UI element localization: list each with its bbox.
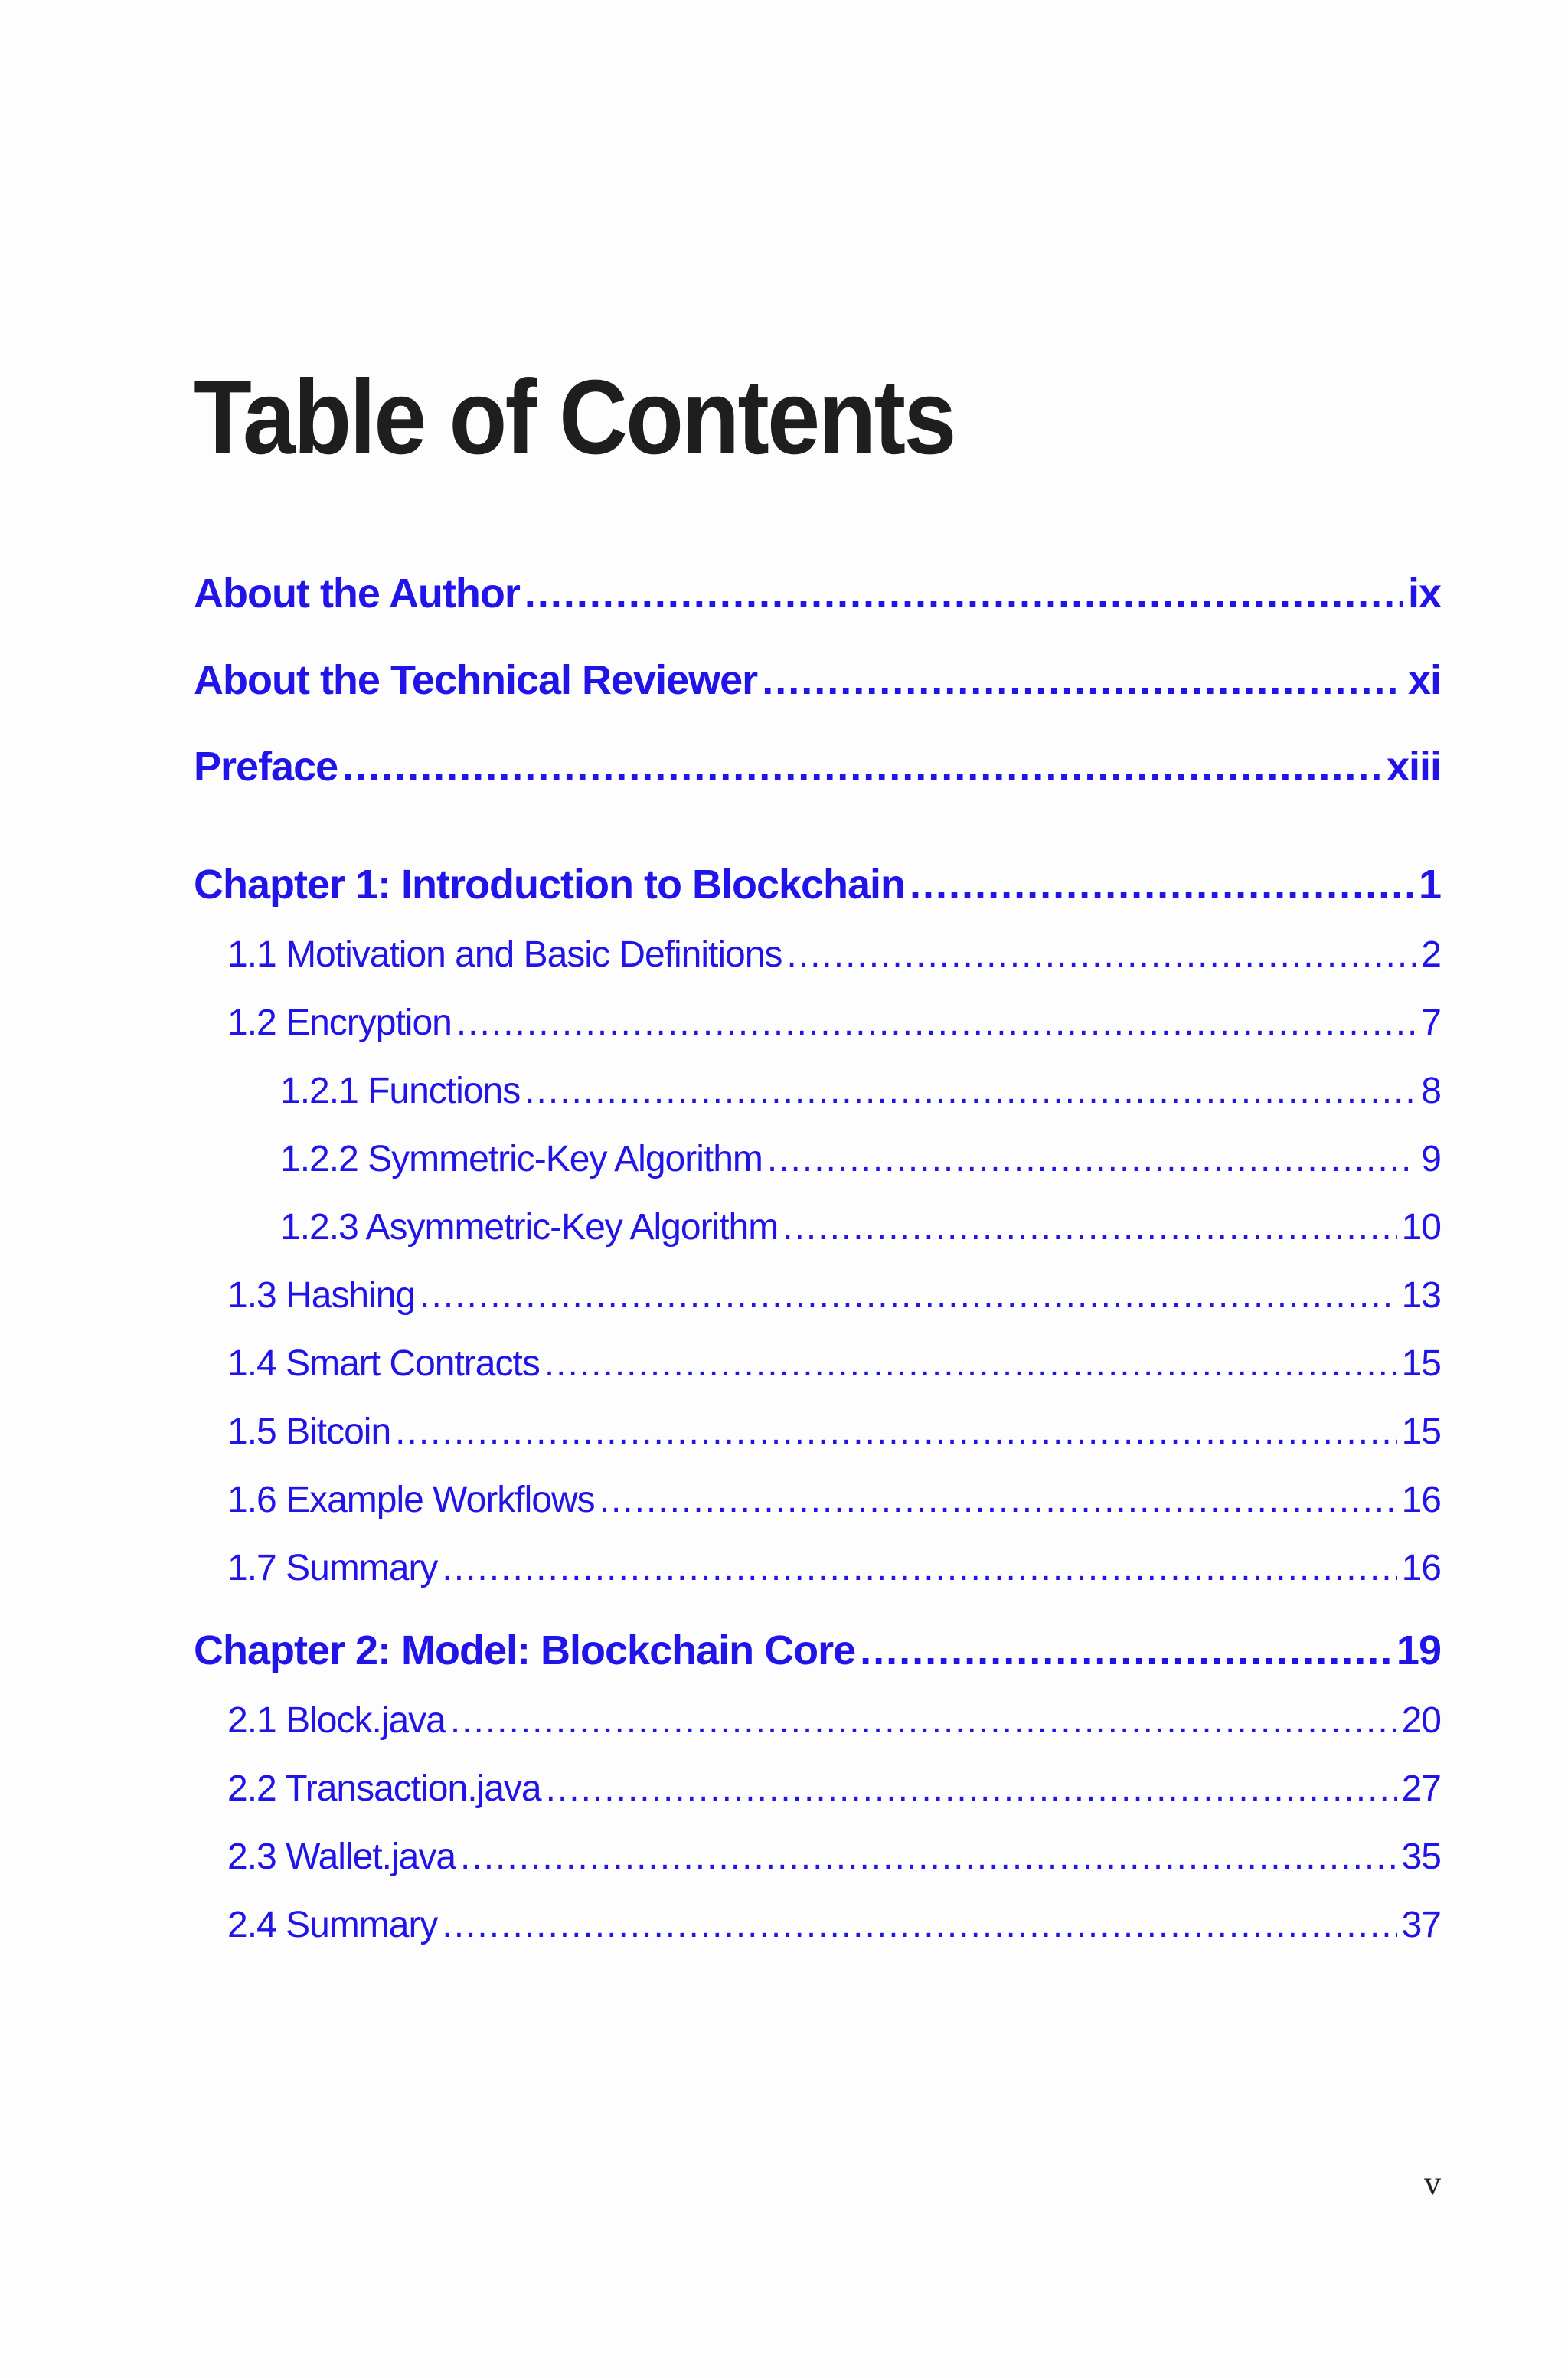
toc-entry-label: 1.3 Hashing bbox=[227, 1275, 416, 1316]
dot-leader bbox=[450, 1699, 1397, 1742]
toc-entry-1-6[interactable] bbox=[227, 1479, 1441, 1522]
toc-entry-label: 1.7 Summary bbox=[227, 1548, 438, 1588]
dot-leader bbox=[546, 1768, 1397, 1810]
toc-entry-label: 2.2 Transaction.java bbox=[227, 1768, 541, 1809]
dot-leader bbox=[420, 1274, 1396, 1317]
toc-entry-page: 16 bbox=[1401, 1548, 1441, 1588]
page-title: Table of Contents bbox=[194, 358, 955, 476]
toc-entry-1-2-1[interactable] bbox=[280, 1070, 1441, 1113]
toc-entry-1-4[interactable] bbox=[227, 1343, 1441, 1385]
toc-entry-page: 37 bbox=[1401, 1905, 1441, 1945]
toc-entry-2-1[interactable] bbox=[227, 1699, 1441, 1742]
toc-entry-label: 1.5 Bitcoin bbox=[227, 1411, 391, 1452]
dot-leader bbox=[395, 1411, 1396, 1454]
dot-leader bbox=[524, 1070, 1416, 1113]
toc-entry-page: 2 bbox=[1421, 934, 1441, 975]
dot-leader bbox=[599, 1479, 1397, 1522]
page-number: v bbox=[1424, 2164, 1441, 2202]
dot-leader bbox=[544, 1343, 1397, 1385]
toc-entry-page: xiii bbox=[1386, 744, 1441, 790]
toc-entry-label: About the Technical Reviewer bbox=[194, 657, 758, 703]
dot-leader bbox=[442, 1904, 1396, 1947]
toc-entry-page: 13 bbox=[1401, 1275, 1441, 1316]
toc-entry-2-3[interactable] bbox=[227, 1836, 1441, 1879]
toc-entry-1-2-3[interactable] bbox=[280, 1206, 1441, 1249]
toc-entry-label: 1.4 Smart Contracts bbox=[227, 1343, 540, 1384]
toc-entry-1-7[interactable] bbox=[227, 1547, 1441, 1590]
toc-entry-2-4[interactable] bbox=[227, 1904, 1441, 1947]
toc-entry-page: 35 bbox=[1401, 1837, 1441, 1877]
toc-entry-label: 2.1 Block.java bbox=[227, 1700, 446, 1741]
toc-entry-about-the-author[interactable] bbox=[194, 571, 1441, 617]
toc-entry-label: 1.6 Example Workflows bbox=[227, 1480, 595, 1520]
toc-entry-page: xi bbox=[1407, 657, 1441, 703]
toc-entry-page: 27 bbox=[1401, 1768, 1441, 1809]
toc-entry-page: 8 bbox=[1421, 1071, 1441, 1111]
toc-entry-page: 15 bbox=[1401, 1343, 1441, 1384]
dot-leader bbox=[762, 657, 1403, 703]
toc-entry-page: 10 bbox=[1401, 1207, 1441, 1248]
toc-entry-chapter-2[interactable] bbox=[194, 1627, 1441, 1673]
toc-entry-about-the-technical-reviewer[interactable] bbox=[194, 657, 1441, 703]
toc-entry-1-1[interactable] bbox=[227, 934, 1441, 976]
dot-leader bbox=[786, 934, 1416, 976]
toc-entry-page: 9 bbox=[1421, 1139, 1441, 1179]
dot-leader bbox=[782, 1206, 1396, 1249]
toc-entry-label: 2.4 Summary bbox=[227, 1905, 438, 1945]
dot-leader bbox=[860, 1627, 1392, 1673]
dot-leader bbox=[910, 862, 1414, 908]
toc-entry-page: 1 bbox=[1418, 862, 1441, 908]
dot-leader bbox=[767, 1138, 1416, 1181]
toc-entry-page: ix bbox=[1407, 571, 1441, 617]
toc-entry-label: 1.1 Motivation and Basic Definitions bbox=[227, 934, 782, 975]
toc-entry-page: 20 bbox=[1401, 1700, 1441, 1741]
dot-leader bbox=[456, 1002, 1416, 1045]
dot-leader bbox=[342, 744, 1382, 790]
toc-entry-label: Preface bbox=[194, 744, 338, 790]
toc-entry-label: Chapter 1: Introduction to Blockchain bbox=[194, 862, 906, 908]
toc-entry-1-5[interactable] bbox=[227, 1411, 1441, 1454]
toc-entry-preface[interactable] bbox=[194, 744, 1441, 790]
toc-entry-label: 1.2.2 Symmetric-Key Algorithm bbox=[280, 1139, 763, 1179]
toc-entry-label: Chapter 2: Model: Blockchain Core bbox=[194, 1627, 856, 1673]
dot-leader bbox=[524, 571, 1403, 617]
toc-entry-1-2[interactable] bbox=[227, 1002, 1441, 1045]
toc-entry-1-3[interactable] bbox=[227, 1274, 1441, 1317]
dot-leader bbox=[442, 1547, 1396, 1590]
toc-entry-label: 1.2.3 Asymmetric-Key Algorithm bbox=[280, 1207, 779, 1248]
toc-entry-chapter-1[interactable] bbox=[194, 862, 1441, 908]
toc-entry-page: 16 bbox=[1401, 1480, 1441, 1520]
toc-entry-page: 15 bbox=[1401, 1411, 1441, 1452]
toc-entry-page: 19 bbox=[1396, 1627, 1441, 1673]
toc-entry-label: 1.2.1 Functions bbox=[280, 1071, 521, 1111]
toc-entry-label: About the Author bbox=[194, 571, 520, 617]
toc-entry-label: 2.3 Wallet.java bbox=[227, 1837, 456, 1877]
toc-entry-label: 1.2 Encryption bbox=[227, 1003, 452, 1043]
toc-entry-2-2[interactable] bbox=[227, 1768, 1441, 1810]
dot-leader bbox=[460, 1836, 1397, 1879]
toc-entry-1-2-2[interactable] bbox=[280, 1138, 1441, 1181]
toc-entry-page: 7 bbox=[1421, 1003, 1441, 1043]
